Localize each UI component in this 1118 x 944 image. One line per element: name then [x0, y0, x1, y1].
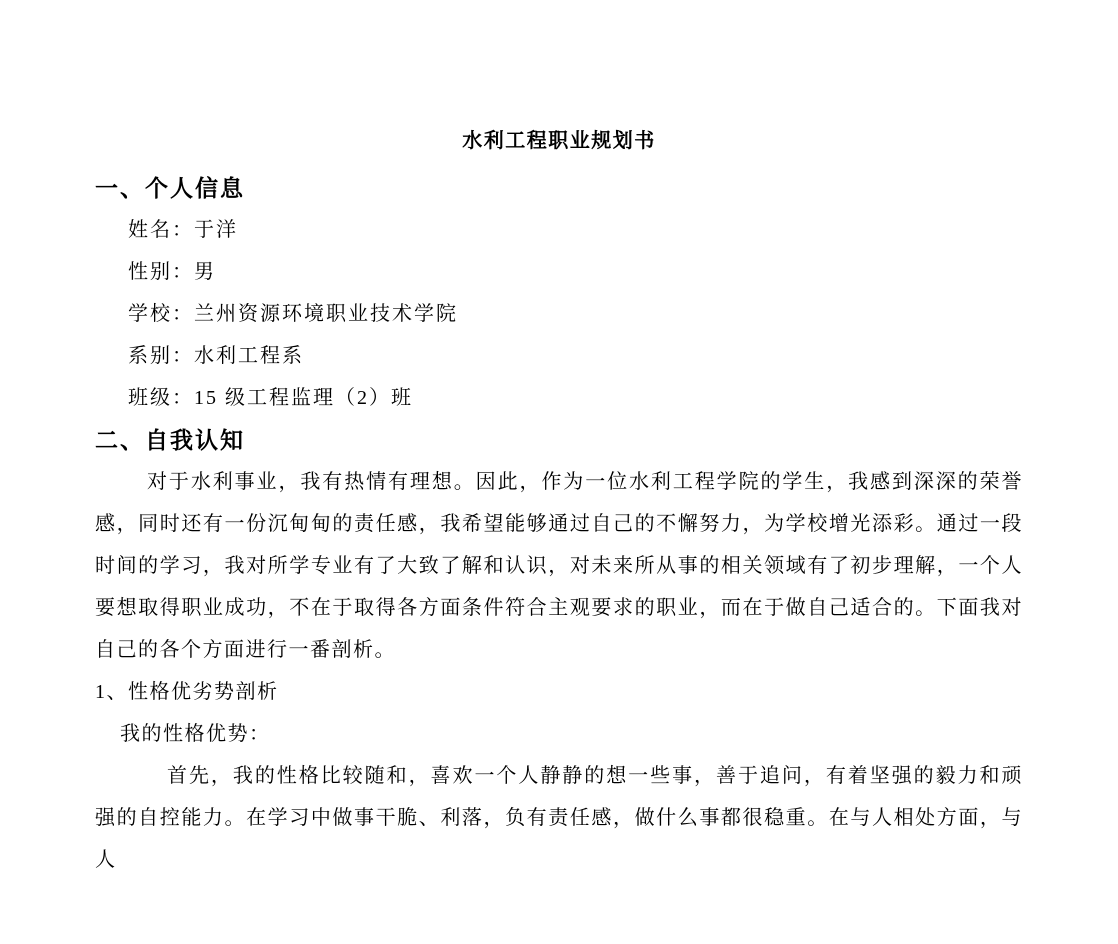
label-personality-strengths: 我的性格优势：: [120, 723, 271, 745]
info-line-department: 系别：水利工程系: [128, 345, 304, 367]
section-heading-personal-info: 一、个人信息: [95, 175, 245, 201]
document-title: 水利工程职业规划书: [462, 130, 656, 152]
info-line-gender: 性别：男: [128, 261, 216, 283]
document-content: [95, 124, 1023, 881]
personality-strengths-paragraph: 首先，我的性格比较随和，喜欢一个人静静的想一些事，善于追问，有着坚强的毅力和顽强的自控能力。在学习中做事干脆、利落，负有责任感，做什么事都很稳重。在与人相处方面，与人: [95, 765, 1023, 871]
info-line-name: 姓名：于洋: [128, 219, 238, 241]
info-line-class: 班级：15 级工程监理（2）班: [128, 387, 413, 409]
subheading-personality-analysis: 1、性格优劣势剖析: [95, 681, 279, 703]
info-line-school: 学校：兰州资源环境职业技术学院: [128, 303, 458, 325]
self-awareness-paragraph: 对于水利事业，我有热情有理想。因此，作为一位水利工程学院的学生，我感到深深的荣誉感，同时还有一份沉甸甸的责任感，我希望能够通过自己的不懈努力，为学校增光添彩。通过一段时间的学习，我对所学专业有了大致了解和认识，对未来所从事的相关领域有了初步理解，一个人要想取得职业成功，不在于取得各方面条件符合主观要求的职业，而在于做自己适合的。下面我对自己的各个方面进行一番剖析。: [95, 471, 1023, 661]
section-heading-self-awareness: 二、自我认知: [95, 427, 245, 453]
